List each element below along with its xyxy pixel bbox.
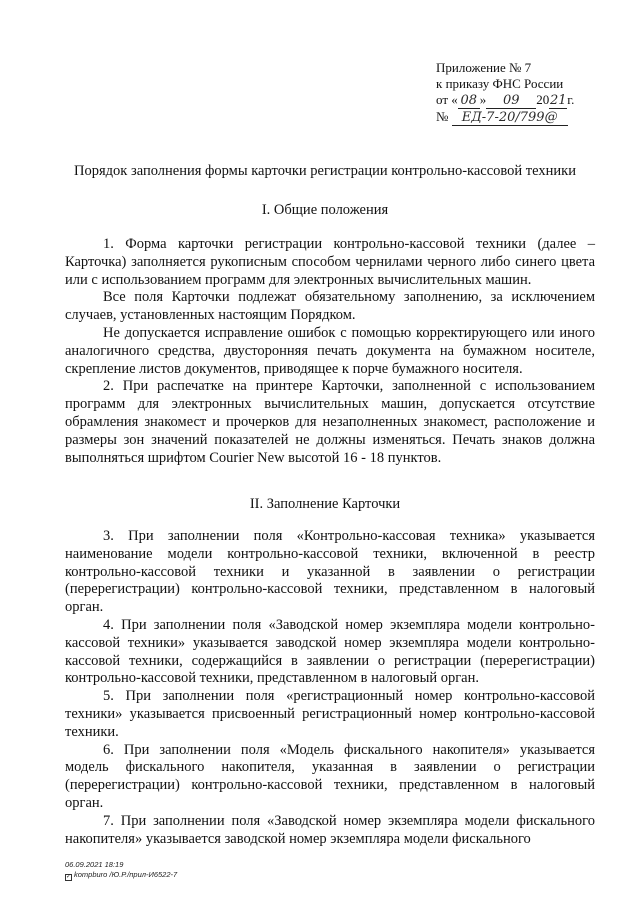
number-prefix: № — [436, 109, 449, 124]
footer-timestamp: 06.09.2021 18:19 — [65, 860, 124, 869]
date-mid: » — [479, 92, 487, 107]
paragraph: 2. При распечатке на принтере Карточки, заполненной с использованием программ для электронных вычислительных машин, допускается отсутствие обрамления знакомест и прочерков для незаполненных знакомест, расположение и размеры зон значений показателей не должны изменяться. Печать знаков должна выполняться шрифтом Courier New высотой 16 - 18 пунктов. — [65, 378, 595, 466]
appendix-number — [436, 109, 626, 126]
footer-source: kompburo /Ю.Р./прил-И6522-7 — [74, 870, 178, 879]
checkbox-icon: ✓ — [66, 874, 72, 880]
date-year-prefix: 20 — [536, 92, 550, 107]
date-suffix: г. — [567, 92, 575, 107]
paragraph: Все поля Карточки подлежат обязательному заполнению, за исключением случаев, установленных настоящим Порядком. — [65, 289, 595, 324]
appendix-date — [436, 92, 626, 109]
section-heading-general: I. Общие положения — [261, 202, 389, 218]
appendix-header — [436, 60, 626, 126]
paragraph: 5. При заполнении поля «регистрационный номер контрольно-кассовой техники» указывается присвоенный регистрационный номер контрольно-кассовой техники. — [65, 688, 595, 740]
paragraph: 6. При заполнении поля «Модель фискального накопителя» указывается модель фискального накопителя, указанная в заявлении о регистрации (перерегистрации) контрольно-кассовой техники, представленном в налоговый орган. — [65, 741, 595, 811]
date-prefix: от « — [436, 92, 458, 107]
footer-stamp — [65, 860, 177, 881]
section-general-body — [65, 236, 595, 467]
section-heading-filling: II. Заполнение Карточки — [249, 496, 401, 512]
document-title: Порядок заполнения формы карточки регистрации контрольно-кассовой техники — [74, 163, 576, 179]
paragraph: 3. При заполнении поля «Контрольно-кассовая техника» указывается наименование модели контрольно-кассовой техники, включенной в реестр контрольно-кассовой техники и указанной в заявлении о регистрации (перерегистрации) контрольно-кассовой техники, представленном в налоговый орган. — [65, 528, 595, 616]
order-number: ЕД-7-20/799@ — [452, 111, 568, 126]
date-month: 09 — [486, 94, 536, 109]
appendix-order-ref: к приказу ФНС России — [436, 76, 564, 91]
paragraph: Не допускается исправление ошибок с помощью корректирующего или иного аналогичного средства, двусторонняя печать документа на бумажном носителе, скрепление листов документов, приводящее к порче бумажного носителя. — [65, 324, 595, 377]
date-year: 21 — [549, 93, 567, 108]
paragraph: 7. При заполнении поля «Заводской номер экземпляра модели фискального накопителя» указывается заводской номер экземпляра модели фискального — [65, 812, 595, 847]
paragraph: 1. Форма карточки регистрации контрольно-кассовой техники (далее – Карточка) заполняется рукописным способом чернилами черного либо синего цвета или с использованием программ для электронных вычислительных машин. — [65, 236, 595, 288]
appendix-title: Приложение № 7 — [436, 60, 532, 75]
date-day: 08 — [458, 94, 480, 109]
section-filling-body — [65, 528, 595, 848]
paragraph: 4. При заполнении поля «Заводской номер экземпляра модели контрольно-кассовой техники» указывается заводской номер экземпляра модели контрольно-кассовой техники, содержащийся в заявлении о регистрации (перерегистрации) контрольно-кассовой техники, представленном в налоговый орган. — [65, 616, 595, 687]
